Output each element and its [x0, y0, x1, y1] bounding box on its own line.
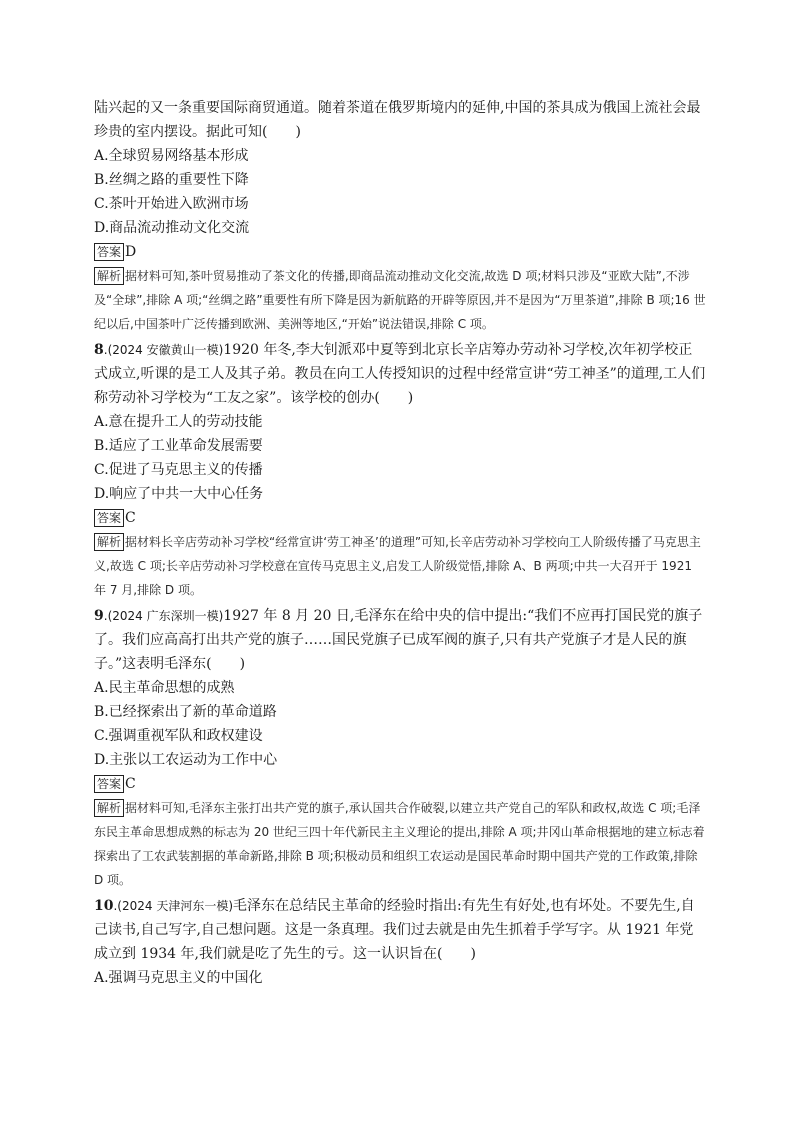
option-c: C.强调重视军队和政权建设	[94, 728, 263, 744]
option-d: D.主张以工农运动为工作中心	[94, 752, 278, 768]
question-8	[94, 338, 706, 602]
answer-value: C	[125, 510, 136, 526]
question-number: 8	[94, 342, 104, 358]
option-b: B.已经探索出了新的革命道路	[94, 704, 277, 720]
answer-tag: 答案	[94, 775, 124, 793]
question-text: 1927 年 8 月 20 日,毛泽东在给中央的信中提出:“我们不应再打国民党的旗子了。我们应高高打出共产党的旗子……国民党旗子已成军阀的旗子,只有共产党旗子才是人民的旗子。”这表明毛泽东( )	[94, 608, 703, 672]
option-a: A.意在提升工人的劳动技能	[94, 414, 263, 430]
option-d: D.响应了中共一大中心任务	[94, 486, 264, 502]
analysis-tag: 解析	[94, 533, 124, 551]
answer-line	[94, 240, 706, 264]
option-c: C.促进了马克思主义的传播	[94, 462, 263, 478]
analysis-text	[94, 796, 706, 892]
analysis-tag: 解析	[94, 799, 124, 817]
question-text: 毛泽东在总结民主革命的经验时指出:有先生有好处,也有坏处。不要先生,自己读书,自己写字,自己想问题。这是一条真理。我们过去就是由先生抓着手学写字。从 1921 年党成立到 1934 年,我们就是吃了先生的亏。这一认识旨在( )	[94, 898, 695, 962]
question-stem	[94, 604, 706, 676]
question-9	[94, 604, 706, 892]
question-number: 9	[94, 608, 104, 624]
analysis-text	[94, 264, 706, 336]
question-7	[94, 96, 706, 336]
question-number: 10	[94, 898, 114, 914]
answer-line	[94, 772, 706, 796]
analysis-text	[94, 530, 706, 602]
option-a: A.全球贸易网络基本形成	[94, 148, 249, 164]
option-c: C.茶叶开始进入欧洲市场	[94, 196, 249, 212]
question-text: 1920 年冬,李大钊派邓中夏等到北京长辛店筹办劳动补习学校,次年初学校正式成立,听课的是工人及其子弟。教员在向工人传授知识的过程中经常宣讲“劳工神圣”的道理,工人们称劳动补习学校为“工友之家”。该学校的创办( )	[94, 342, 706, 406]
option-a: A.民主革命思想的成熟	[94, 680, 235, 696]
question-10	[94, 894, 706, 990]
answer-tag: 答案	[94, 509, 124, 527]
question-source: .(2024 天津河东一模)	[113, 899, 234, 913]
analysis-tag: 解析	[94, 267, 124, 285]
option-b: B.适应了工业革命发展需要	[94, 438, 263, 454]
question-source: .(2024 广东深圳一模)	[103, 609, 224, 623]
answer-tag: 答案	[94, 243, 124, 261]
analysis-body: 据材料可知,毛泽东主张打出共产党的旗子,承认国共合作破裂,以建立共产党自己的军队和政权,故选 C 项;毛泽东民主革命思想成熟的标志为 20 世纪三四十年代新民主主义理论的提出,排除 A 项;井冈山革命根据地的建立标志着探索出了工农武装割据的革命新路,排除 B 项;积极动员和组织工农运动是国民革命时期中国共产党的工作政策,排除 D 项。	[94, 801, 705, 887]
question-source: .(2024 安徽黄山一模)	[103, 343, 224, 357]
analysis-body: 据材料长辛店劳动补习学校“经常宣讲‘劳工神圣’的道理”可知,长辛店劳动补习学校向工人阶级传播了马克思主义,故选 C 项;长辛店劳动补习学校意在宣传马克思主义,启发工人阶级觉悟,排除 A、B 两项;中共一大召开于 1921 年 7 月,排除 D 项。	[94, 535, 701, 597]
option-a: A.强调马克思主义的中国化	[94, 970, 263, 986]
option-b: B.丝绸之路的重要性下降	[94, 172, 249, 188]
option-d: D.商品流动推动文化交流	[94, 220, 250, 236]
analysis-body: 据材料可知,茶叶贸易推动了茶文化的传播,即商品流动推动文化交流,故选 D 项;材料只涉及“亚欧大陆”,不涉及“全球”,排除 A 项;“丝绸之路”重要性有所下降是因为新航路的开辟等原因,并不是因为“万里茶道”,排除 B 项;16 世纪以后,中国茶叶广泛传播到欧洲、美洲等地区,“开始”说法错误,排除 C 项。	[94, 269, 706, 331]
answer-value: C	[125, 776, 136, 792]
question-stem: 陆兴起的又一条重要国际商贸通道。随着茶道在俄罗斯境内的延伸,中国的茶具成为俄国上流社会最珍贵的室内摆设。据此可知( )	[94, 100, 701, 140]
question-stem	[94, 894, 706, 966]
answer-value: D	[125, 244, 137, 260]
question-stem	[94, 338, 706, 410]
answer-line	[94, 506, 706, 530]
document-page	[94, 96, 706, 992]
